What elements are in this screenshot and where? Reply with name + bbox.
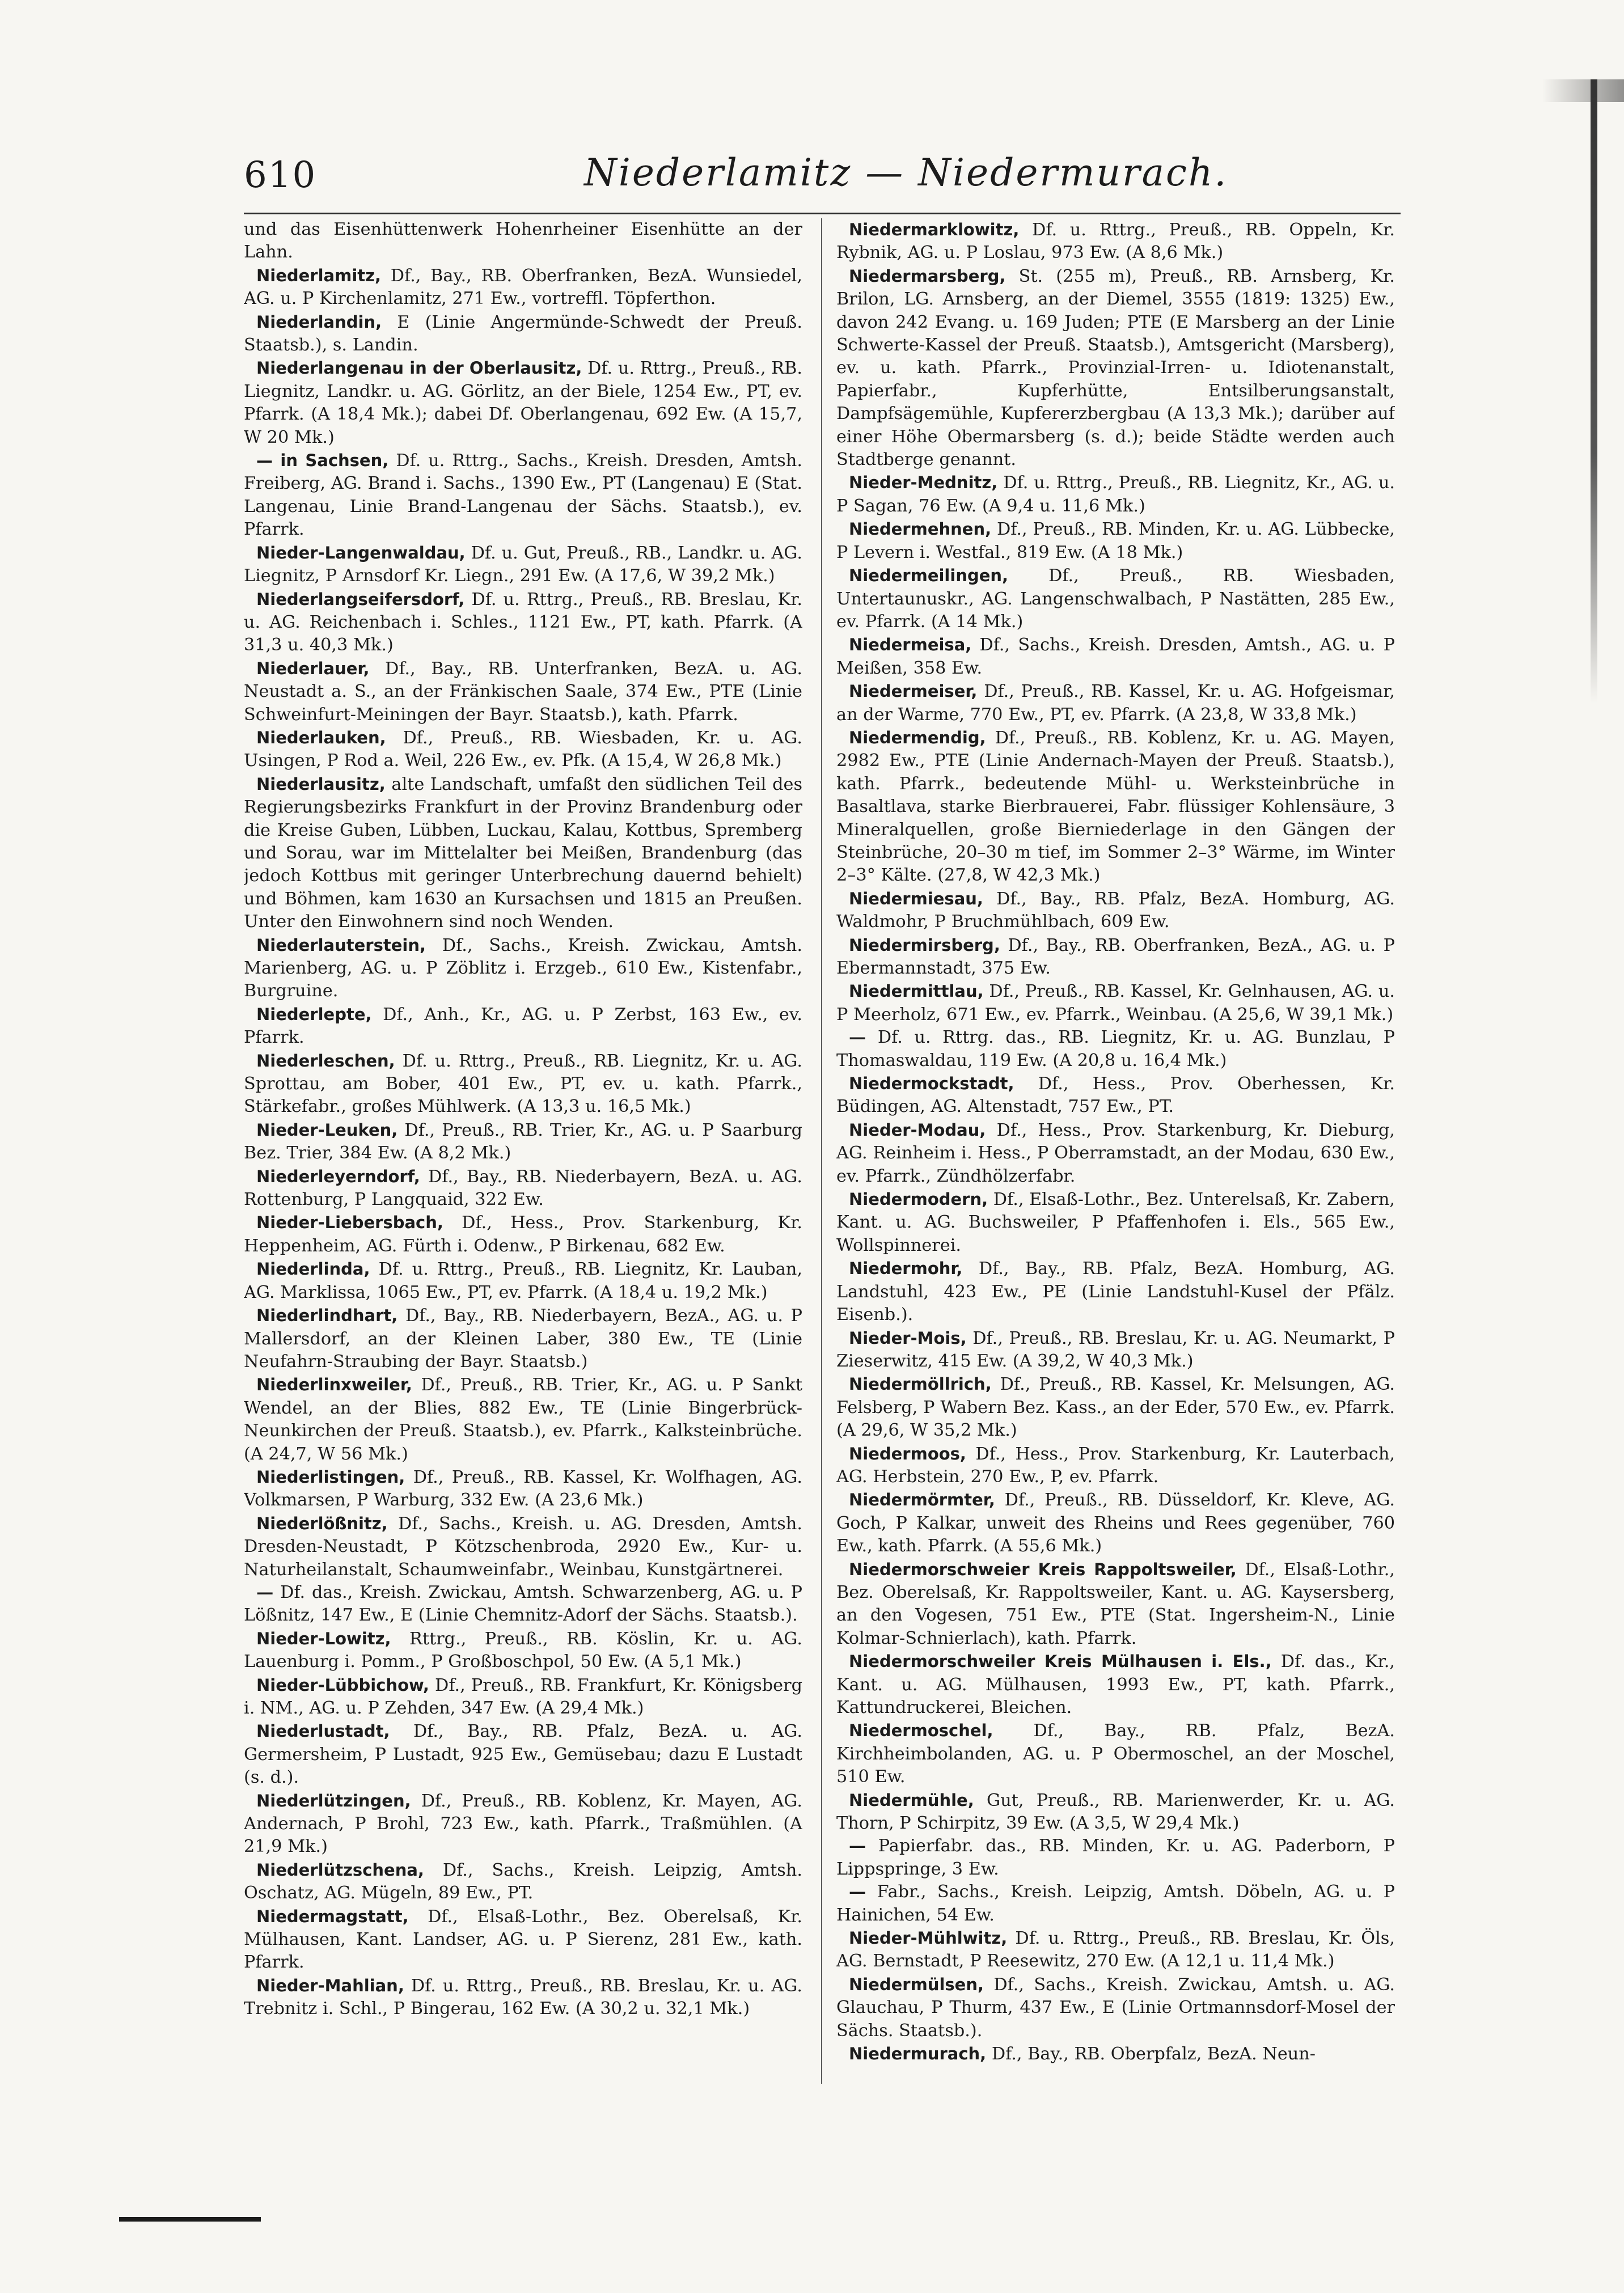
gazetteer-entry [836,218,1395,265]
gazetteer-entry [244,264,802,311]
gazetteer-entry [244,1674,802,1720]
entry-headword: Niedermurach, [849,2044,987,2064]
gazetteer-entry [836,265,1395,472]
gazetteer-entry [244,1512,802,1581]
entry-headword: Niederlauterstein, [256,935,426,955]
entry-headword: Niederlößnitz, [256,1513,388,1533]
entry-text: Df., Preuß., RB. Koblenz, Kr. Mayen, AG. Andernach, P Brohl, 723 Ew., kath. Pfarrk., Traßmühlen. (A 21,9 Mk.) [244,1791,802,1857]
entry-text: Df., Preuß., RB. Kassel, Kr. Wolfhagen, AG. Volkmarsen, P Warburg, 332 Ew. (A 23,6 Mk.) [244,1467,802,1511]
entry-headword: Nieder-Leuken, [256,1120,398,1140]
entry-headword: Niederlepte, [256,1004,372,1024]
entry-text: Df., Elsaß-Lothr., Bez. Unterelsaß, Kr. Zabern, Kant. u. AG. Buchsweiler, P Pfaffenhofen i. Els., 565 Ew., Wollspinnerei. [836,1190,1395,1255]
entry-headword: Niederlangenau in der Oberlausitz, [256,358,582,378]
entry-headword: Niedermöllrich, [849,1374,992,1394]
entry-text: Df. u. Rttrg., Preuß., RB. Breslau, Kr. Öls, AG. Bernstadt, P Reesewitz, 270 Ew. (A 12,1 u. 11,4 Mk.) [836,1928,1395,1972]
entry-headword: Niedermeisa, [849,635,972,655]
entry-headword: Niedermorschweier Kreis Rappoltsweiler, [849,1559,1237,1579]
gazetteer-entry [244,1720,802,1789]
entry-text: Df., Hess., Prov. Starkenburg, Kr. Heppenheim, AG. Fürth i. Odenw., P Birkenau, 682 Ew. [244,1213,802,1256]
entry-text: Df., Preuß., RB. Minden, Kr. u. AG. Lübbecke, P Levern i. Westfal., 819 Ew. (A 18 Mk.) [836,519,1395,562]
entry-headword: Niederlistingen, [256,1467,405,1487]
entry-text: E (Linie Angermünde-Schwedt der Preuß. Staatsb.), s. Landin. [244,312,802,356]
gazetteer-entry [244,541,802,588]
gazetteer-entry [836,518,1395,564]
entry-headword: Niedermagstatt, [256,1906,409,1926]
entry-text: Df., Bay., RB. Niederbayern, BezA. u. AG. Rottenburg, P Langquaid, 322 Ew. [244,1166,802,1210]
entry-headword: Nieder-Lowitz, [256,1628,391,1648]
entry-headword: Niedermoschel, [849,1721,993,1741]
entry-headword: Niedermodern, [849,1190,988,1209]
gazetteer-entry [836,1188,1395,1257]
gazetteer-entry [836,1327,1395,1373]
left-column [244,218,802,2078]
entry-headword: Niedermirsberg, [849,935,1000,955]
entry-text: Df. u. Gut, Preuß., RB., Landkr. u. AG. Liegnitz, P Arnsdorf Kr. Liegn., 291 Ew. (A 17,6, W 39,2 Mk.) [244,543,802,586]
entry-headword: — [849,1836,866,1856]
entry-headword: Niederlützschena, [256,1860,424,1880]
gazetteer-entry [836,1026,1395,1072]
entry-text: Df., Preuß., RB. Frankfurt, Kr. Königsberg i. NM., AG. u. P Zehden, 347 Ew. (A 29,4 Mk.) [244,1675,802,1718]
entry-headword: Niedermehnen, [849,519,992,539]
entry-text: Df., Hess., Prov. Starkenburg, Kr. Dieburg, AG. Reinheim i. Hess., P Oberramstadt, an der Modau, 630 Ew., ev. Pfarrk., Zündhölzerfabr. [836,1120,1395,1186]
page-header [244,149,1406,211]
entry-headword: Niederlangseifersdorf, [256,589,465,609]
gazetteer-entry [244,218,802,264]
entry-text: Df. u. Rttrg., Preuß., RB. Liegnitz, Kr. u. AG. Sprottau, am Bober, 401 Ew., PT, ev. u. kath. Pfarrk., Stärkefabr., großes Mühlwerk. (A 13,3 u. 16,5 Mk.) [244,1051,802,1117]
entry-headword: Nieder-Mednitz, [849,473,998,493]
entry-text: Df. u. Rttrg., Preuß., RB. Oppeln, Kr. Rybnik, AG. u. P Loslau, 973 Ew. (A 8,6 Mk.) [836,220,1395,263]
gazetteer-entry [836,680,1395,726]
gazetteer-entry [836,1973,1395,2042]
entry-headword: Niederleschen, [256,1051,395,1071]
gazetteer-entry [836,1789,1395,1835]
entry-text: Df., Preuß., RB. Wiesbaden, Kr. u. AG. Usingen, P Rod a. Weil, 226 Ew., ev. Pfk. (A 15,4, W 26,8 Mk.) [244,727,802,771]
gazetteer-entry [836,726,1395,887]
gazetteer-entry [244,773,802,934]
entry-headword: Niederlandin, [256,312,382,332]
entry-headword: Niedermeiser, [849,682,978,701]
column-divider [821,218,822,2084]
entry-headword: Niederlauken, [256,727,386,747]
gazetteer-entry [836,1927,1395,1973]
entry-text: Df. das., Kreish. Zwickau, Amtsh. Schwarzenberg, AG. u. P Lößnitz, 147 Ew., E (Linie Chemnitz-Adorf der Sächs. Staatsb.). [244,1582,802,1626]
entry-text: Df., Bay., RB. Oberfranken, BezA., AG. u. P Ebermannstadt, 375 Ew. [836,935,1395,978]
entry-text: Df., Bay., RB. Oberpfalz, BezA. Neun- [991,2044,1316,2064]
entry-text: Df., Preuß., RB. Trier, Kr., AG. u. P Sankt Wendel, an der Blies, 882 Ew., TE (Linie Bingerbrück-Neunkirchen der Preuß. Staatsb.), ev. Pfarrk., Kalksteinbrüche. (A 24,7, W 56 Mk.) [244,1375,802,1464]
entry-headword: Nieder-Lübbichow, [256,1675,429,1695]
gazetteer-entry [244,357,802,449]
entry-text: Df., Preuß., RB. Breslau, Kr. u. AG. Neumarkt, P Zieserwitz, 415 Ew. (A 39,2, W 40,3 Mk.) [836,1328,1395,1371]
page-edge-shadow [1542,79,1624,102]
entry-headword: Niederlausitz, [256,774,386,794]
entry-headword: Niedermühle, [849,1790,974,1810]
entry-text: Df., Sachs., Kreish. Dresden, Amtsh., AG. u. P Meißen, 358 Ew. [836,635,1395,678]
gazetteer-entry [244,1627,802,1674]
gazetteer-entry [836,887,1395,934]
entry-headword: Niedermohr, [849,1259,963,1279]
entry-text: Df., Sachs., Kreish. Zwickau, Amtsh. Marienberg, AG. u. P Zöblitz i. Erzgeb., 610 Ew., Kistenfabr., Burgruine. [244,935,802,1001]
gazetteer-entry [244,726,802,773]
gazetteer-entry [244,311,802,357]
gazetteer-entry [836,1650,1395,1719]
gazetteer-entry [244,1859,802,1905]
entry-text: Df., Bay., RB. Niederbayern, BezA., AG. u. P Mallersdorf, an der Kleinen Laber, 380 Ew., TE (Linie Neufahrn-Straubing der Bayr. Staatsb.) [244,1306,802,1372]
gazetteer-entry [836,633,1395,680]
entry-text: Df., Elsaß-Lothr., Bez. Oberelsaß, Kr. Rappoltsweiler, Kant. u. AG. Kaysersberg, an den Vogesen, 751 Ew., PTE (Stat. Ingersheim-N., Linie Kolmar-Schnierlach), kath. Pfarrk. [836,1559,1395,1648]
gazetteer-entry [244,934,802,1003]
gazetteer-entry [244,1373,802,1466]
entry-headword: Niedermittlau, [849,981,984,1001]
entry-text: St. (255 m), Preuß., RB. Arnsberg, Kr. Brilon, LG. Arnsberg, an der Diemel, 3555 (1819: 1325) Ew., davon 242 Evang. u. 169 Juden; PTE (E Marsberg an der Linie Schwerte-Kassel der Preuß. Staatsb.), Amtsgericht (Marsberg), ev. u. kath. Pfarrk., Provinzial-Irren- u. Idiotenanstalt, Papierfabr., Kupferhütte, Entsilberungsanstalt, Dampfsägemühle, Kupfererzbergbau (A 13,3 Mk.); darüber auf einer Höhe Obermarsberg (s. d.); beide Städte werden auch Stadtberge genannt. [836,266,1395,470]
entry-headword: Niedermendig, [849,727,986,747]
entry-headword: Nieder-Mois, [849,1328,967,1348]
gazetteer-entry [244,1165,802,1212]
gazetteer-entry [244,588,802,657]
entry-text: Df. das., Kr., Kant. u. AG. Mülhausen, 1993 Ew., PT, kath. Pfarrk., Kattundruckerei, Bleichen. [836,1652,1395,1717]
entry-headword: Nieder-Mühlwitz, [849,1928,1008,1948]
entry-headword: Nieder-Mahlian, [256,1975,404,1995]
entry-text: Rttrg., Preuß., RB. Köslin, Kr. u. AG. Lauenburg i. Pomm., P Großboschpol, 50 Ew. (A 5,1 Mk.) [244,1628,802,1672]
entry-text: Df., Preuß., RB. Düsseldorf, Kr. Kleve, AG. Goch, P Kalkar, unweit des Rheins und Rees gegenüber, 760 Ew., kath. Pfarrk. (A 55,6 Mk.) [836,1490,1395,1556]
entry-text: Df., Bay., RB. Pfalz, BezA. u. AG. Germersheim, P Lustadt, 925 Ew., Gemüsebau; dazu E Lustadt (s. d.). [244,1721,802,1788]
entry-headword: Niederleyerndorf, [256,1166,420,1186]
entry-text: Df., Hess., Prov. Starkenburg, Kr. Lauterbach, AG. Herbstein, 270 Ew., P, ev. Pfarrk. [836,1444,1395,1487]
gazetteer-entry [836,1442,1395,1489]
entry-headword: Niedermorschweiler Kreis Mülhausen i. Els., [849,1652,1272,1672]
entry-text: Df. u. Rttrg., Preuß., RB. Liegnitz, Kr. Lauban, AG. Marklissa, 1065 Ew., PT, ev. Pfarrk. (A 18,4 u. 19,2 Mk.) [244,1259,802,1302]
gazetteer-entry [836,934,1395,980]
gazetteer-entry [836,1881,1395,1927]
entry-text: Df., Sachs., Kreish. u. AG. Dresden, Amtsh. Dresden-Neustadt, P Kötzschenbroda, 2920 Ew., Kur- u. Naturheilanstalt, Schaumweinfabr., Weinbau, Kunstgärtnerei. [244,1513,802,1580]
entry-headword: Niedermeilingen, [849,566,1009,586]
gazetteer-entry [244,449,802,541]
gazetteer-entry [244,1466,802,1512]
entry-headword: Niedermülsen, [849,1974,984,1994]
gazetteer-entry [836,980,1395,1026]
entry-text: Df., Bay., RB. Unterfranken, BezA. u. AG. Neustadt a. S., an der Fränkischen Saale, 374 Ew., PTE (Linie Schweinfurt-Meiningen der Bayr. Staatsb.), kath. Pfarrk. [244,658,802,725]
gazetteer-entry [836,1719,1395,1788]
gazetteer-entry [836,564,1395,633]
entry-text: Df. u. Rttrg., Preuß., RB. Breslau, Kr. u. AG. Trebnitz i. Schl., P Bingerau, 162 Ew. (A 30,2 u. 32,1 Mk.) [244,1975,802,2019]
entry-headword: Niedermarsberg, [849,266,1006,286]
page-edge-mark [1591,79,1597,703]
entry-headword: Niedermarklowitz, [849,220,1020,239]
entry-text: Df. u. Rttrg., Preuß., RB. Liegnitz, Kr., AG. u. P Sagan, 76 Ew. (A 9,4 u. 11,6 Mk.) [836,473,1395,516]
entry-text: Df., Bay., RB. Pfalz, BezA. Kirchheimbolanden, AG. u. P Obermoschel, an der Moschel, 510 Ew. [836,1721,1395,1787]
bottom-rule [119,2217,261,2222]
gazetteer-entry [836,1373,1395,1442]
entry-text: Df., Preuß., RB. Kassel, Kr. u. AG. Hofgeismar, an der Warme, 770 Ew., PT, ev. Pfarrk. (A 23,8, W 33,8 Mk.) [836,682,1395,725]
entry-text: Df., Sachs., Kreish. Leipzig, Amtsh. Oschatz, AG. Mügeln, 89 Ew., PT. [244,1860,802,1903]
entry-text: Fabr., Sachs., Kreish. Leipzig, Amtsh. Döbeln, AG. u. P Hainichen, 54 Ew. [836,1882,1395,1925]
entry-text: Df., Preuß., RB. Kassel, Kr. Melsungen, AG. Felsberg, P Wabern Bez. Kass., an der Eder, 570 Ew., ev. Pfarrk. (A 29,6, W 35,2 Mk.) [836,1374,1395,1441]
entry-text: Df. u. Rttrg., Sachs., Kreish. Dresden, Amtsh. Freiberg, AG. Brand i. Sachs., 1390 Ew., PT (Langenau) E (Stat. Langenau, Linie Brand-Langenau der Sächs. Staatsb.), ev. Pfarrk. [244,451,802,540]
entry-text: Df., Anh., Kr., AG. u. P Zerbst, 163 Ew., ev. Pfarrk. [244,1004,802,1048]
entry-text: Gut, Preuß., RB. Marienwerder, Kr. u. AG. Thorn, P Schirpitz, 39 Ew. (A 3,5, W 29,4 Mk.) [836,1790,1395,1834]
header-rule [244,213,1401,214]
entry-text: Df. u. Rttrg., Preuß., RB. Liegnitz, Landkr. u. AG. Görlitz, an der Biele, 1254 Ew., PT, ev. Pfarrk. (A 18,4 Mk.); dabei Df. Oberlangenau, 692 Ew. (A 15,7, W 20 Mk.) [244,358,802,447]
gazetteer-entry [836,1119,1395,1188]
right-column [836,218,1395,2078]
entry-headword: Niedermoos, [849,1444,966,1463]
gazetteer-entry [244,1304,802,1373]
entry-headword: Niederlinxweiler, [256,1375,412,1395]
gazetteer-entry [244,1974,802,2021]
entry-headword: Niederlützingen, [256,1791,411,1810]
entry-headword: — [849,1882,866,1902]
entry-text: und das Eisenhüttenwerk Hohenrheiner Eisenhütte an der Lahn. [244,219,802,263]
entry-text: Df., Elsaß-Lothr., Bez. Oberelsaß, Kr. Mülhausen, Kant. Landser, AG. u. P Sierenz, 281 Ew., kath. Pfarrk. [244,1906,802,1973]
gazetteer-entry [244,657,802,726]
gazetteer-entry [836,1488,1395,1558]
entry-text: Df., Hess., Prov. Oberhessen, Kr. Büdingen, AG. Altenstadt, 757 Ew., PT. [836,1074,1395,1117]
gazetteer-entry [836,1835,1395,1881]
entry-text: Papierfabr. das., RB. Minden, Kr. u. AG. Paderborn, P Lippspringe, 3 Ew. [836,1836,1395,1879]
running-title: Niederlamitz — Niedermurach. [584,151,1228,194]
entry-headword: Niederlinda, [256,1259,370,1279]
entry-text: Df., Bay., RB. Pfalz, BezA. Homburg, AG. Waldmohr, P Bruchmühlbach, 609 Ew. [836,889,1395,932]
entry-headword: Nieder-Langenwaldau, [256,543,466,562]
gazetteer-entry [244,1211,802,1258]
gazetteer-entry [244,1258,802,1304]
gazetteer-entry [244,1003,802,1050]
entry-text: Df., Preuß., RB. Koblenz, Kr. u. AG. Mayen, 2982 Ew., PTE (Linie Andernach-Mayen der Preuß. Staatsb.), kath. Pfarrk., bedeutende Mühl- u. Werksteinbrüche in Basaltlava, starke Bierbrauerei, Fabr. flüssiger Kohlensäure, 3 Mineralquellen, große Bierniederlage in den Gängen der Steinbrüche, 20–30 m tief, im Sommer 2–3° Wärme, im Winter 2–3° Kälte. (27,8, W 42,3 Mk.) [836,727,1395,886]
entry-headword: — [256,1582,274,1602]
gazetteer-entry [244,1905,802,1974]
entry-headword: Niedermockstadt, [849,1074,1014,1094]
gazetteer-entry [244,1789,802,1859]
gazetteer-entry [244,1119,802,1165]
gazetteer-entry [836,1072,1395,1119]
gazetteer-entry [836,1558,1395,1651]
entry-text: Df. u. Rttrg., Preuß., RB. Breslau, Kr. u. AG. Reichenbach i. Schles., 1121 Ew., PT, kath. Pfarrk. (A 31,3 u. 40,3 Mk.) [244,589,802,655]
gazetteer-entry [244,1050,802,1119]
entry-headword: — [849,1027,866,1048]
entry-text: Df., Preuß., RB. Kassel, Kr. Gelnhausen, AG. u. P Meerholz, 671 Ew., ev. Pfarrk., Weinbau. (A 25,6, W 39,1 Mk.) [836,981,1395,1025]
page-number: 610 [244,154,317,196]
gazetteer-entry [836,1257,1395,1326]
entry-text: Df. u. Rttrg. das., RB. Liegnitz, Kr. u. AG. Bunzlau, P Thomaswaldau, 119 Ew. (A 20,8 u. 16,4 Mk.) [836,1027,1395,1071]
entry-headword: Niederlindhart, [256,1306,398,1326]
entry-headword: Niederlustadt, [256,1721,390,1741]
entry-headword: Niederlauer, [256,658,370,678]
entry-text: Df., Bay., RB. Pfalz, BezA. Homburg, AG. Landstuhl, 423 Ew., PE (Linie Landstuhl-Kusel der Pfälz. Eisenb.). [836,1259,1395,1325]
entry-headword: Nieder-Liebersbach, [256,1213,443,1233]
entry-headword: — in Sachsen, [256,451,389,471]
gazetteer-entry [836,2042,1395,2066]
entry-headword: Niedermörmter, [849,1490,995,1510]
entry-text: Df., Preuß., RB. Trier, Kr., AG. u. P Saarburg Bez. Trier, 384 Ew. (A 8,2 Mk.) [244,1120,802,1164]
entry-text: alte Landschaft, umfaßt den südlichen Teil des Regierungsbezirks Frankfurt in der Provinz Brandenburg oder die Kreise Guben, Lübben, Luckau, Kalau, Kottbus, Spremberg und Sorau, war im Mittelalter bei Meißen, Brandenburg (das jedoch Kottbus mit geringer Unterbrechung dauernd behielt) und Böhmen, kam 1630 an Kursachsen und 1815 an Preußen. Unter den Einwohnern sind noch Wenden. [244,774,802,932]
entry-text: Df., Preuß., RB. Wiesbaden, Untertaunuskr., AG. Langenschwalbach, P Nastätten, 285 Ew., ev. Pfarrk. (A 14 Mk.) [836,566,1395,632]
gazetteer-entry [836,471,1395,518]
entry-text: Df., Bay., RB. Oberfranken, BezA. Wunsiedel, AG. u. P Kirchenlamitz, 271 Ew., vortreffl. Töpferthon. [244,265,802,309]
entry-headword: Nieder-Modau, [849,1120,986,1140]
entry-headword: Niederlamitz, [256,265,382,285]
entry-text: Df., Sachs., Kreish. Zwickau, Amtsh. u. AG. Glauchau, P Thurm, 437 Ew., E (Linie Ortmannsdorf-Mosel der Sächs. Staatsb.). [836,1974,1395,2041]
entry-headword: Niedermiesau, [849,889,983,908]
gazetteer-entry [244,1581,802,1627]
